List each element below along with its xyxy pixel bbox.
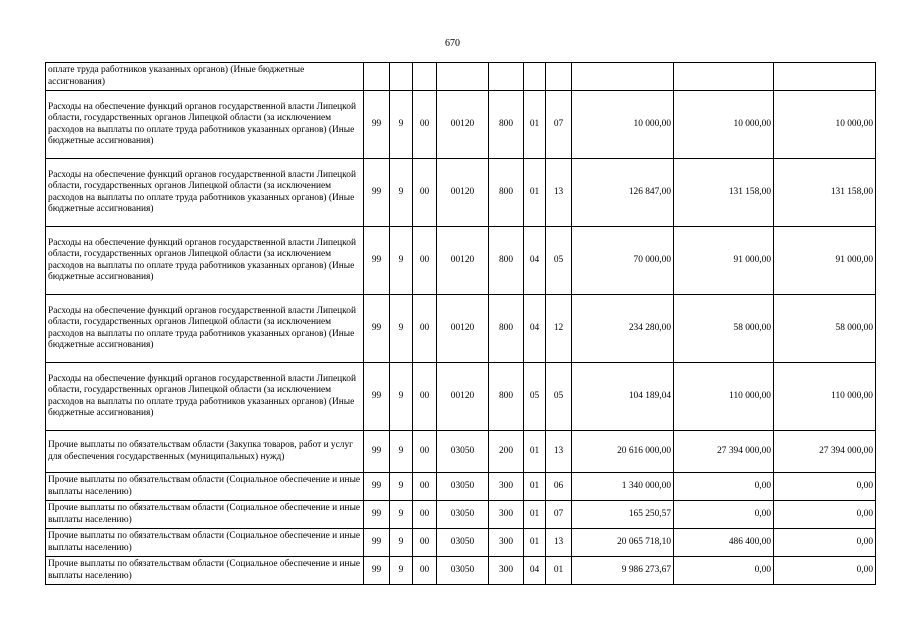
table-row bbox=[46, 227, 876, 295]
code-subprogram: 9 bbox=[390, 159, 413, 227]
code-subprogram: 9 bbox=[390, 501, 413, 529]
table-row bbox=[46, 529, 876, 557]
row-description: Расходы на обеспечение функций органов государственной власти Липецкой области, государственных органов Липецкой области (за исключением расходов на выплаты по оплате труда работников указанных органов) (Иные бюджетные ассигнования) bbox=[46, 91, 364, 159]
code-direction: 00120 bbox=[437, 159, 489, 227]
amount-year-3: 0,00 bbox=[774, 501, 876, 529]
amount-year-1: 9 986 273,67 bbox=[572, 557, 674, 585]
table-body bbox=[46, 63, 876, 585]
amount-year-1: 104 189,04 bbox=[572, 363, 674, 431]
code-subprogram: 9 bbox=[390, 557, 413, 585]
code-program: 99 bbox=[364, 501, 390, 529]
amount-year-3: 27 394 000,00 bbox=[774, 431, 876, 473]
code-expense-type bbox=[489, 63, 524, 91]
code-program: 99 bbox=[364, 529, 390, 557]
amount-year-3: 0,00 bbox=[774, 473, 876, 501]
row-description: Расходы на обеспечение функций органов государственной власти Липецкой области, государственных органов Липецкой области (за исключением расходов на выплаты по оплате труда работников указанных органов) (Иные бюджетные ассигнования) bbox=[46, 227, 364, 295]
code-direction bbox=[437, 63, 489, 91]
code-expense-type: 200 bbox=[489, 431, 524, 473]
table-row bbox=[46, 501, 876, 529]
amount-year-3: 91 000,00 bbox=[774, 227, 876, 295]
table-row bbox=[46, 63, 876, 91]
code-program: 99 bbox=[364, 431, 390, 473]
code-direction: 00120 bbox=[437, 227, 489, 295]
row-description: оплате труда работников указанных органов) (Иные бюджетные ассигнования) bbox=[46, 63, 364, 91]
amount-year-1: 165 250,57 bbox=[572, 501, 674, 529]
code-expense-type: 800 bbox=[489, 227, 524, 295]
amount-year-2: 0,00 bbox=[674, 501, 774, 529]
budget-table bbox=[45, 62, 876, 585]
amount-year-2: 10 000,00 bbox=[674, 91, 774, 159]
table-row bbox=[46, 473, 876, 501]
table-row bbox=[46, 91, 876, 159]
code-main-event: 00 bbox=[413, 295, 437, 363]
code-section: 01 bbox=[524, 159, 546, 227]
code-section: 01 bbox=[524, 91, 546, 159]
code-subprogram: 9 bbox=[390, 295, 413, 363]
amount-year-3: 10 000,00 bbox=[774, 91, 876, 159]
code-subprogram bbox=[390, 63, 413, 91]
code-subsection bbox=[546, 63, 572, 91]
code-expense-type: 300 bbox=[489, 473, 524, 501]
code-section bbox=[524, 63, 546, 91]
code-subsection: 13 bbox=[546, 431, 572, 473]
amount-year-2: 0,00 bbox=[674, 473, 774, 501]
amount-year-1: 70 000,00 bbox=[572, 227, 674, 295]
code-program: 99 bbox=[364, 159, 390, 227]
code-program: 99 bbox=[364, 91, 390, 159]
table-row bbox=[46, 159, 876, 227]
amount-year-1: 126 847,00 bbox=[572, 159, 674, 227]
code-subsection: 12 bbox=[546, 295, 572, 363]
code-direction: 03050 bbox=[437, 431, 489, 473]
code-direction: 03050 bbox=[437, 529, 489, 557]
code-subprogram: 9 bbox=[390, 91, 413, 159]
code-program: 99 bbox=[364, 557, 390, 585]
amount-year-3: 0,00 bbox=[774, 557, 876, 585]
page-number: 670 bbox=[445, 38, 460, 49]
code-expense-type: 300 bbox=[489, 557, 524, 585]
code-subprogram: 9 bbox=[390, 431, 413, 473]
code-subprogram: 9 bbox=[390, 227, 413, 295]
code-expense-type: 800 bbox=[489, 295, 524, 363]
code-main-event: 00 bbox=[413, 557, 437, 585]
code-expense-type: 800 bbox=[489, 91, 524, 159]
row-description: Прочие выплаты по обязательствам области (Социальное обеспечение и иные выплаты населению) bbox=[46, 473, 364, 501]
code-main-event: 00 bbox=[413, 363, 437, 431]
amount-year-3: 110 000,00 bbox=[774, 363, 876, 431]
code-subsection: 05 bbox=[546, 363, 572, 431]
code-main-event bbox=[413, 63, 437, 91]
code-main-event: 00 bbox=[413, 91, 437, 159]
code-expense-type: 800 bbox=[489, 363, 524, 431]
amount-year-2: 27 394 000,00 bbox=[674, 431, 774, 473]
code-expense-type: 300 bbox=[489, 501, 524, 529]
code-program: 99 bbox=[364, 473, 390, 501]
code-main-event: 00 bbox=[413, 473, 437, 501]
code-subsection: 13 bbox=[546, 159, 572, 227]
row-description: Расходы на обеспечение функций органов государственной власти Липецкой области, государственных органов Липецкой области (за исключением расходов на выплаты по оплате труда работников указанных органов) (Иные бюджетные ассигнования) bbox=[46, 363, 364, 431]
code-main-event: 00 bbox=[413, 529, 437, 557]
code-section: 01 bbox=[524, 529, 546, 557]
code-subprogram: 9 bbox=[390, 473, 413, 501]
amount-year-3 bbox=[774, 63, 876, 91]
row-description: Прочие выплаты по обязательствам области (Социальное обеспечение и иные выплаты населению) bbox=[46, 557, 364, 585]
amount-year-2: 0,00 bbox=[674, 557, 774, 585]
code-direction: 03050 bbox=[437, 473, 489, 501]
code-subprogram: 9 bbox=[390, 363, 413, 431]
amount-year-1: 20 616 000,00 bbox=[572, 431, 674, 473]
code-section: 01 bbox=[524, 473, 546, 501]
table-row bbox=[46, 431, 876, 473]
table-row bbox=[46, 363, 876, 431]
amount-year-2: 91 000,00 bbox=[674, 227, 774, 295]
amount-year-2: 110 000,00 bbox=[674, 363, 774, 431]
code-direction: 00120 bbox=[437, 295, 489, 363]
code-subsection: 07 bbox=[546, 91, 572, 159]
amount-year-1: 234 280,00 bbox=[572, 295, 674, 363]
code-main-event: 00 bbox=[413, 227, 437, 295]
code-subprogram: 9 bbox=[390, 529, 413, 557]
code-program: 99 bbox=[364, 363, 390, 431]
row-description: Прочие выплаты по обязательствам области (Закупка товаров, работ и услуг для обеспечения государственных (муниципальных) нужд) bbox=[46, 431, 364, 473]
code-program: 99 bbox=[364, 295, 390, 363]
code-direction: 00120 bbox=[437, 91, 489, 159]
code-section: 01 bbox=[524, 501, 546, 529]
code-direction: 00120 bbox=[437, 363, 489, 431]
code-section: 01 bbox=[524, 431, 546, 473]
amount-year-2: 486 400,00 bbox=[674, 529, 774, 557]
code-main-event: 00 bbox=[413, 159, 437, 227]
amount-year-3: 131 158,00 bbox=[774, 159, 876, 227]
amount-year-2 bbox=[674, 63, 774, 91]
code-subsection: 13 bbox=[546, 529, 572, 557]
code-section: 05 bbox=[524, 363, 546, 431]
amount-year-3: 0,00 bbox=[774, 529, 876, 557]
amount-year-1: 10 000,00 bbox=[572, 91, 674, 159]
code-section: 04 bbox=[524, 227, 546, 295]
code-subsection: 01 bbox=[546, 557, 572, 585]
code-expense-type: 800 bbox=[489, 159, 524, 227]
code-direction: 03050 bbox=[437, 501, 489, 529]
amount-year-2: 58 000,00 bbox=[674, 295, 774, 363]
code-main-event: 00 bbox=[413, 501, 437, 529]
code-direction: 03050 bbox=[437, 557, 489, 585]
code-subsection: 06 bbox=[546, 473, 572, 501]
amount-year-2: 131 158,00 bbox=[674, 159, 774, 227]
row-description: Расходы на обеспечение функций органов государственной власти Липецкой области, государственных органов Липецкой области (за исключением расходов на выплаты по оплате труда работников указанных органов) (Иные бюджетные ассигнования) bbox=[46, 295, 364, 363]
code-subsection: 05 bbox=[546, 227, 572, 295]
row-description: Прочие выплаты по обязательствам области (Социальное обеспечение и иные выплаты населению) bbox=[46, 529, 364, 557]
code-expense-type: 300 bbox=[489, 529, 524, 557]
table-row bbox=[46, 295, 876, 363]
amount-year-3: 58 000,00 bbox=[774, 295, 876, 363]
amount-year-1: 1 340 000,00 bbox=[572, 473, 674, 501]
code-subsection: 07 bbox=[546, 501, 572, 529]
table-row bbox=[46, 557, 876, 585]
code-section: 04 bbox=[524, 557, 546, 585]
amount-year-1 bbox=[572, 63, 674, 91]
code-section: 04 bbox=[524, 295, 546, 363]
row-description: Прочие выплаты по обязательствам области (Социальное обеспечение и иные выплаты населению) bbox=[46, 501, 364, 529]
code-program: 99 bbox=[364, 227, 390, 295]
amount-year-1: 20 065 718,10 bbox=[572, 529, 674, 557]
code-main-event: 00 bbox=[413, 431, 437, 473]
code-program bbox=[364, 63, 390, 91]
row-description: Расходы на обеспечение функций органов государственной власти Липецкой области, государственных органов Липецкой области (за исключением расходов на выплаты по оплате труда работников указанных органов) (Иные бюджетные ассигнования) bbox=[46, 159, 364, 227]
